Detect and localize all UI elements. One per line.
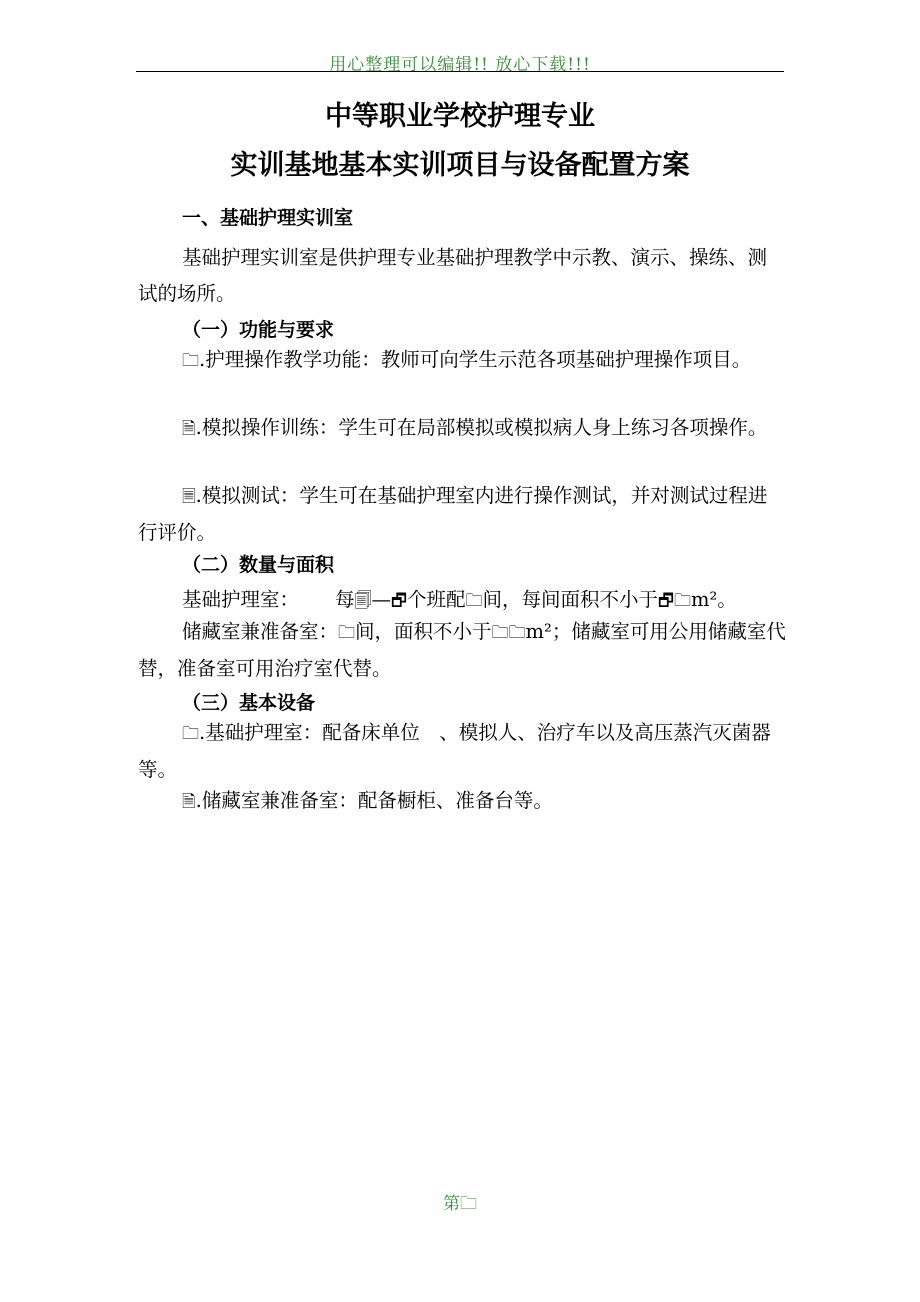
label-storage-room: 储藏室兼准备室： xyxy=(182,620,339,643)
function-item-3-text: .模拟测试：学生可在基础护理室内进行操作测试，并对测试过程进行评价。 xyxy=(138,484,768,544)
section-1-heading: 一、基础护理实训室 xyxy=(182,207,354,229)
text-area-min: 间，每间面积不小于 xyxy=(482,588,659,611)
label-basic-nursing-room: 基础护理室： xyxy=(182,588,300,611)
document-title-line-2: 实训基地基本实训项目与设备配置方案 xyxy=(230,150,690,181)
text-classes: 个班配 xyxy=(406,588,466,611)
window-icon: 🗗 xyxy=(391,591,407,611)
subsection-3-heading: （三）基本设备 xyxy=(182,692,316,714)
equipment-item-1 xyxy=(138,715,786,788)
page-number-prefix: 第 xyxy=(443,1194,460,1214)
header-rule xyxy=(136,71,784,72)
equipment-item-2-text: .储藏室兼准备室：配备橱柜、准备台等。 xyxy=(195,789,553,812)
quantity-line-1 xyxy=(182,584,737,617)
equipment-item-1-text: .基础护理室：配备床单位 、模拟人、治疗车以及高压蒸汽灭菌器等。 xyxy=(138,721,771,781)
document-icon: 🗎 xyxy=(182,419,196,439)
folder-pair-icon: 🗀🗀 xyxy=(491,623,526,643)
text-dash: — xyxy=(371,588,392,611)
quantity-line-2 xyxy=(138,614,786,687)
function-item-3 xyxy=(138,478,786,551)
equipment-item-2 xyxy=(138,783,786,820)
document-title-line-1: 中等职业学校护理专业 xyxy=(325,101,595,132)
function-item-2 xyxy=(138,410,786,447)
notes-icon: 🗐 xyxy=(354,591,372,611)
text-each: 每 xyxy=(335,588,355,611)
function-item-2-text: .模拟操作训练：学生可在局部模拟或模拟病人身上练习各项操作。 xyxy=(195,416,768,439)
folder-icon: 🗀 xyxy=(182,724,199,744)
text-unit: m²。 xyxy=(690,588,737,611)
function-item-1-text: .护理操作教学功能：教师可向学生示范各项基础护理操作项目。 xyxy=(199,348,752,371)
window-folder-icon: 🗗🗀 xyxy=(658,591,691,611)
header-text: 用心整理可以编辑!! 放心下载!!! xyxy=(329,55,591,75)
page-icon: 🗏 xyxy=(182,487,196,507)
document-icon: 🗎 xyxy=(182,792,196,812)
folder-icon: 🗀 xyxy=(338,623,356,643)
folder-icon: 🗀 xyxy=(460,1194,477,1214)
section-1-intro: 基础护理实训室是供护理专业基础护理教学中示教、演示、操练、测试的场所。 xyxy=(138,246,768,305)
folder-icon: 🗀 xyxy=(182,351,199,371)
text-storage-note: m²；储藏室可用公用储藏室代替，准备室可用治疗室代替。 xyxy=(138,620,786,680)
subsection-2-heading: （二）数量与面积 xyxy=(182,554,335,576)
folder-icon: 🗀 xyxy=(465,591,483,611)
page-footer xyxy=(0,1189,920,1220)
subsection-1-heading: （一）功能与要求 xyxy=(182,319,335,341)
function-item-1 xyxy=(138,342,786,379)
text-rooms-area: 间，面积不小于 xyxy=(355,620,492,643)
